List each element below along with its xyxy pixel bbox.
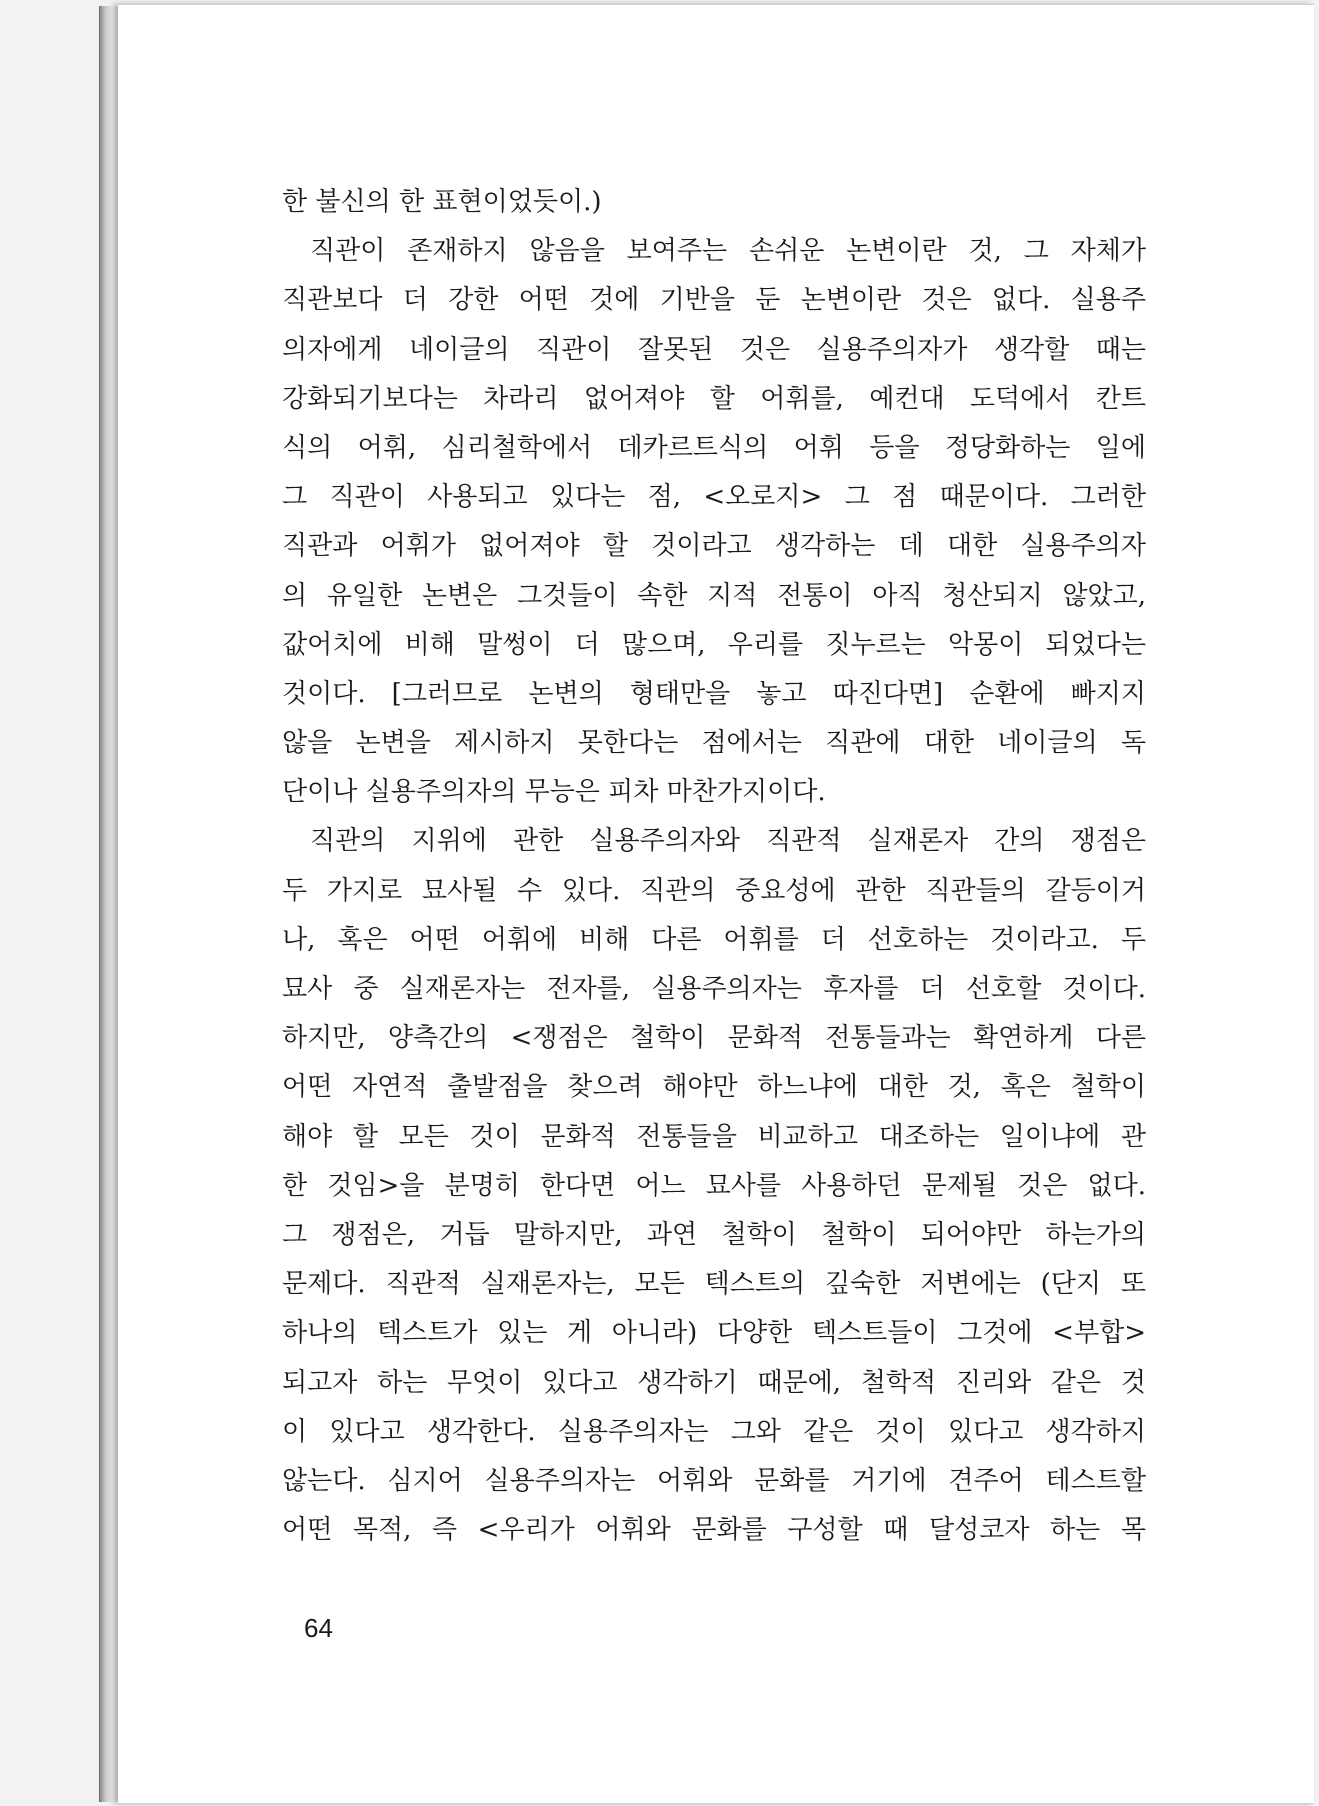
text-line: 두 가지로 묘사될 수 있다. 직관의 중요성에 관한 직관들의 갈등이거 xyxy=(282,875,1146,906)
body-text xyxy=(282,178,1146,1555)
text-line: 값어치에 비해 말썽이 더 많으며, 우리를 짓누르는 악몽이 되었다는 xyxy=(282,629,1146,660)
text-line: 한 것임>을 분명히 한다면 어느 묘사를 사용하던 문제될 것은 없다. xyxy=(282,1170,1146,1201)
text-line: 직관의 지위에 관한 실용주의자와 직관적 실재론자 간의 쟁점은 xyxy=(310,826,1146,857)
text-line: 단이나 실용주의자의 무능은 피차 마찬가지이다. xyxy=(282,777,826,808)
text-line: 한 불신의 한 표현이었듯이.) xyxy=(282,187,602,217)
text-line: 직관과 어휘가 없어져야 할 것이라고 생각하는 데 대한 실용주의자 xyxy=(282,531,1146,562)
text-line: 묘사 중 실재론자는 전자를, 실용주의자는 후자를 더 선호할 것이다. xyxy=(282,974,1146,1004)
text-line: 문제다. 직관적 실재론자는, 모든 텍스트의 깊숙한 저변에는 (단지 또 xyxy=(282,1269,1146,1300)
page-number: 64 xyxy=(304,1613,333,1643)
text-line: 직관보다 더 강한 어떤 것에 기반을 둔 논변이란 것은 없다. 실용주 xyxy=(282,285,1146,316)
text-line: 식의 어휘, 심리철학에서 데카르트식의 어휘 등을 정당화하는 일에 xyxy=(282,432,1146,463)
text-line: 어떤 자연적 출발점을 찾으려 해야만 하느냐에 대한 것, 혹은 철학이 xyxy=(282,1072,1146,1103)
text-line: 어떤 목적, 즉 <우리가 어휘와 문화를 구성할 때 달성코자 하는 목 xyxy=(282,1515,1146,1546)
text-line: 하지만, 양측간의 <쟁점은 철학이 문화적 전통들과는 확연하게 다른 xyxy=(282,1023,1146,1054)
text-line: 않는다. 심지어 실용주의자는 어휘와 문화를 거기에 견주어 테스트할 xyxy=(282,1465,1146,1496)
text-line: 그 쟁점은, 거듭 말하지만, 과연 철학이 철학이 되어야만 하는가의 xyxy=(282,1219,1146,1250)
text-line: 의 유일한 논변은 그것들이 속한 지적 전통이 아직 청산되지 않았고, xyxy=(282,580,1146,611)
text-line: 하나의 텍스트가 있는 게 아니라) 다양한 텍스트들이 그것에 <부합> xyxy=(282,1318,1146,1349)
text-line: 강화되기보다는 차라리 없어져야 할 어휘를, 예컨대 도덕에서 칸트 xyxy=(282,383,1146,414)
text-line: 것이다. [그러므로 논변의 형태만을 놓고 따진다면] 순환에 빠지지 xyxy=(282,678,1146,709)
text-line: 해야 할 모든 것이 문화적 전통들을 비교하고 대조하는 일이냐에 관 xyxy=(282,1121,1146,1152)
text-line: 직관이 존재하지 않음을 보여주는 손쉬운 논변이란 것, 그 자체가 xyxy=(310,236,1146,267)
text-line: 나, 혹은 어떤 어휘에 비해 다른 어휘를 더 선호하는 것이라고. 두 xyxy=(282,924,1146,955)
text-line: 되고자 하는 무엇이 있다고 생각하기 때문에, 철학적 진리와 같은 것 xyxy=(282,1367,1146,1398)
text-line: 의자에게 네이글의 직관이 잘못된 것은 실용주의자가 생각할 때는 xyxy=(282,334,1146,365)
text-line: 그 직관이 사용되고 있다는 점, <오로지> 그 점 때문이다. 그러한 xyxy=(282,482,1146,513)
text-line: 않을 논변을 제시하지 못한다는 점에서는 직관에 대한 네이글의 독 xyxy=(282,728,1146,759)
text-line: 이 있다고 생각한다. 실용주의자는 그와 같은 것이 있다고 생각하지 xyxy=(282,1416,1146,1447)
